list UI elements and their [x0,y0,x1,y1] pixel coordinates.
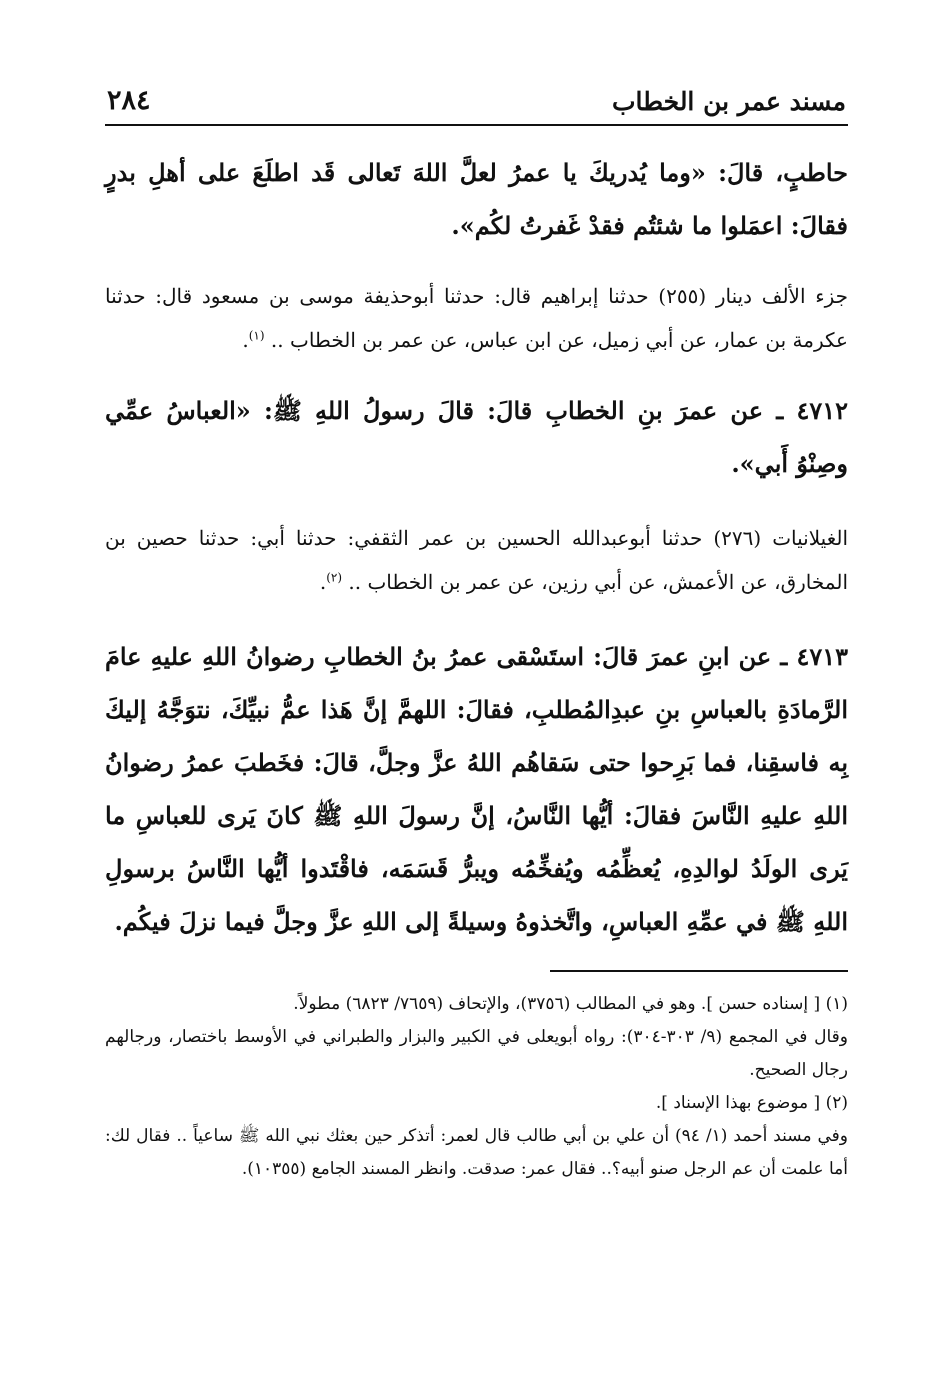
hadith-4713: ٤٧١٣ ـ عن ابنِ عمرَ قالَ: استَسْقى عمرُ بنُ الخطابِ رضوانُ اللهِ عليهِ عامَ الرَّمادَةِ بالعباسِ بنِ عبدِالمُطلبِ، فقالَ: اللهمَّ إنَّ هَذا عمُّ نبيِّكَ، نتوَجَّهُ إليكَ بِه فاسقِنا، فما بَرِحوا حتى سَقاهُم اللهُ عزَّ وجلَّ، قالَ: فخَطبَ عمرُ رضوانُ اللهِ عليهِ النَّاسَ فقالَ: أيُّها النَّاسُ، إنَّ رسولَ اللهِ ﷺ كانَ يَرى للعباسِ ما يَرى الولَدُ لوالدِهِ، يُعظِّمُه ويُفخِّمُه ويبرُّ قَسَمَه، فاقْتَدوا أيُّها النَّاسُ برسولِ اللهِ ﷺ في عمِّهِ العباسِ، واتَّخذوهُ وسيلةً إلى اللهِ عزَّ وجلَّ فيما نزلَ فيكُم. [105,642,848,936]
source-paragraph-1: جزء الألف دينار (٢٥٥) حدثنا إبراهيم قال: حدثنا أبوحذيفة موسى بن مسعود قال: حدثنا عكرمة بن عمار، عن أبي زميل، عن ابن عباس، عن عمر بن الخطاب .. $^{(١)}$. [105,284,848,352]
footnote-ref-2: (٢) [326,570,343,585]
running-title: مسند عمر بن الخطاب [612,87,846,116]
footnote-1-line-1: (١) [ إسناده حسن ]. وهو في المطالب (٣٧٥٦)، والإتحاف (٧٦٥٩/ ٦٨٢٣) مطولاً. [293,994,848,1014]
page [105,82,848,1186]
hadith-4712: ٤٧١٢ ـ عن عمرَ بنِ الخطابِ قالَ: قالَ رسولُ اللهِ ﷺ: «العباسُ عمِّي وصِنْوُ أَبي». [105,396,848,478]
footnote-separator [550,970,848,972]
source-paragraph-2: الغيلانيات (٢٧٦) حدثنا أبوعبدالله الحسين بن عمر الثقفي: حدثنا أبي: حدثنا حصين بن المخارق، عن الأعمش، عن أبي رزين، عن عمر بن الخطاب .. $^{(٢)}$. [105,526,848,594]
source-text-2: الغيلانيات (٢٧٦) حدثنا أبوعبدالله الحسين بن عمر الثقفي: حدثنا أبي: حدثنا حصين بن المخارق، عن الأعمش، عن أبي رزين، عن عمر بن الخطاب .. [105,526,848,594]
footnote-1-line-2: وقال في المجمع (٩/ ٣٠٣-٣٠٤): رواه أبويعلى في الكبير والبزار والطبراني في الأوسط باختصار، ورجالهم رجال الصحيح. [105,1027,848,1080]
source-text-1: جزء الألف دينار (٢٥٥) حدثنا إبراهيم قال: حدثنا أبوحذيفة موسى بن مسعود قال: حدثنا عكرمة بن عمار، عن أبي زميل، عن ابن عباس، عن عمر بن الخطاب .. [105,284,848,352]
hadith-continuation: حاطبٍ، قالَ: «وما يُدريكَ يا عمرُ لعلَّ اللهَ تَعالى قَد اطلَعَ على أهلِ بدرٍ فقالَ: اعمَلوا ما شئتُم فقدْ غَفرتُ لكُم». [105,158,848,240]
page-header [105,82,848,126]
footnote-2-line-2: وفي مسند أحمد (١/ ٩٤) أن علي بن أبي طالب قال لعمر: أتذكر حين بعثك نبي الله ﷺ ساعياً .. فقال لك: أما علمت أن عم الرجل صنو أبيه؟.. فقال عمر: صدقت. وانظر المسند الجامع (١٠٣٥٥). [105,1126,848,1179]
footnote-ref-1: (١) [248,328,265,343]
footnotes [105,988,848,1186]
page-number: ٢٨٤ [107,85,151,116]
footnote-2-line-1: (٢) [ موضوع بهذا الإسناد ]. [655,1093,848,1113]
